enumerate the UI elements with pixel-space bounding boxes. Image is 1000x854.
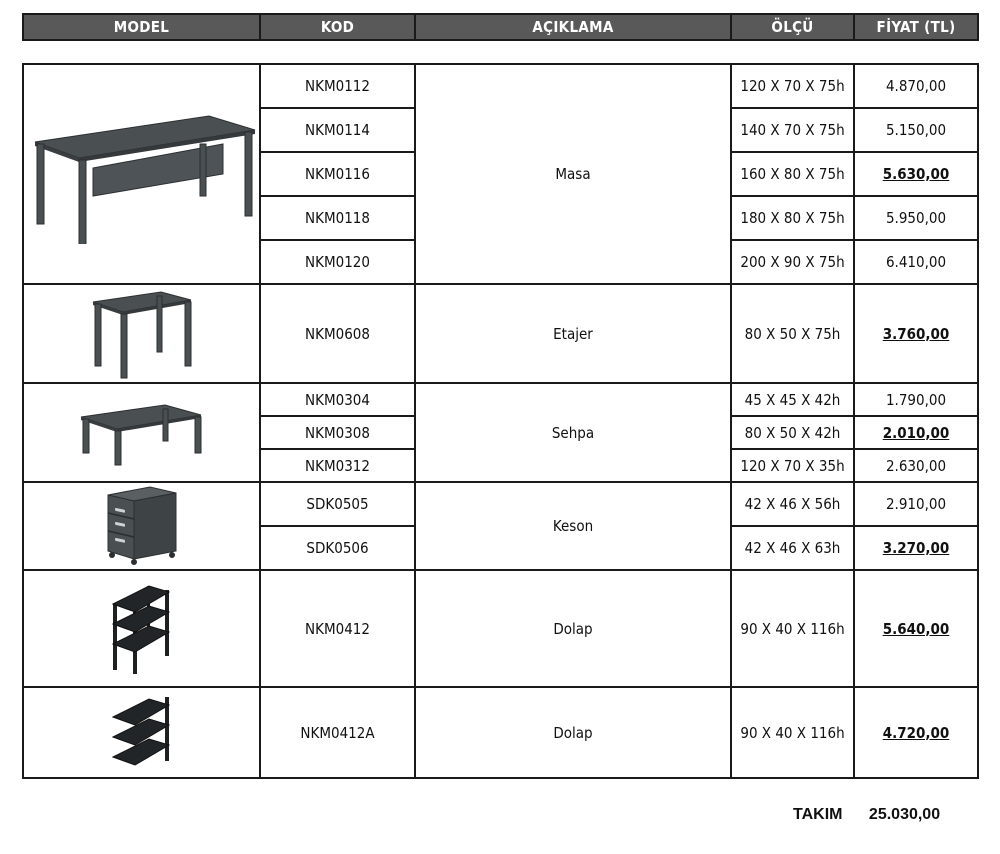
price-cell: 5.150,00 xyxy=(854,108,978,152)
price-cell: 4.870,00 xyxy=(854,64,978,108)
olcu-cell: 42 X 46 X 56h xyxy=(731,482,854,526)
table-row xyxy=(23,284,978,383)
olcu-cell: 90 X 40 X 116h xyxy=(731,687,854,778)
price-cell-highlight: 5.630,00 xyxy=(854,152,978,196)
olcu-cell: 42 X 46 X 63h xyxy=(731,526,854,570)
kod-cell: SDK0505 xyxy=(260,482,415,526)
header-table xyxy=(22,13,979,41)
desk-icon xyxy=(27,104,257,244)
table-row xyxy=(23,64,978,108)
shelf-unit-icon xyxy=(107,584,177,674)
model-cell-etajer xyxy=(23,284,260,383)
total-value: 25.030,00 xyxy=(868,806,941,823)
kod-cell: NKM0116 xyxy=(260,152,415,196)
total-line xyxy=(793,806,940,824)
description-cell: Sehpa xyxy=(415,383,731,482)
olcu-cell: 180 X 80 X 75h xyxy=(731,196,854,240)
description-cell: Masa xyxy=(415,64,731,284)
price-cell: 2.630,00 xyxy=(854,449,978,482)
wall-shelf-icon xyxy=(107,693,177,773)
kod-cell: NKM0312 xyxy=(260,449,415,482)
header-model: MODEL xyxy=(23,14,260,40)
price-cell: 6.410,00 xyxy=(854,240,978,284)
table-row xyxy=(23,687,978,778)
price-cell-highlight: 5.640,00 xyxy=(854,570,978,687)
description-cell: Dolap xyxy=(415,570,731,687)
kod-cell: NKM0412A xyxy=(260,687,415,778)
table-row xyxy=(23,570,978,687)
price-cell-highlight: 4.720,00 xyxy=(854,687,978,778)
model-cell-masa xyxy=(23,64,260,284)
kod-cell: NKM0412 xyxy=(260,570,415,687)
olcu-cell: 80 X 50 X 75h xyxy=(731,284,854,383)
olcu-cell: 200 X 90 X 75h xyxy=(731,240,854,284)
olcu-cell: 90 X 40 X 116h xyxy=(731,570,854,687)
price-cell: 2.910,00 xyxy=(854,482,978,526)
olcu-cell: 120 X 70 X 35h xyxy=(731,449,854,482)
price-table xyxy=(22,63,979,779)
header-olcu: ÖLÇÜ xyxy=(731,14,854,40)
model-cell-keson xyxy=(23,482,260,570)
description-cell: Etajer xyxy=(415,284,731,383)
price-cell: 5.950,00 xyxy=(854,196,978,240)
coffee-table-icon xyxy=(77,397,207,469)
price-cell-highlight: 2.010,00 xyxy=(854,416,978,449)
price-cell-highlight: 3.760,00 xyxy=(854,284,978,383)
header-row xyxy=(23,14,978,40)
total-label: TAKIM xyxy=(793,806,843,823)
drawer-cabinet-icon xyxy=(102,485,182,567)
kod-cell: NKM0112 xyxy=(260,64,415,108)
kod-cell: NKM0308 xyxy=(260,416,415,449)
kod-cell: NKM0114 xyxy=(260,108,415,152)
description-cell: Dolap xyxy=(415,687,731,778)
header-aciklama: AÇIKLAMA xyxy=(415,14,731,40)
olcu-cell: 80 X 50 X 42h xyxy=(731,416,854,449)
model-cell-dolap xyxy=(23,570,260,687)
header-kod: KOD xyxy=(260,14,415,40)
kod-cell: NKM0120 xyxy=(260,240,415,284)
kod-cell: NKM0608 xyxy=(260,284,415,383)
kod-cell: NKM0118 xyxy=(260,196,415,240)
olcu-cell: 120 X 70 X 75h xyxy=(731,64,854,108)
side-table-icon xyxy=(87,288,197,380)
table-row xyxy=(23,383,978,416)
price-cell-highlight: 3.270,00 xyxy=(854,526,978,570)
model-cell-sehpa xyxy=(23,383,260,482)
description-cell: Keson xyxy=(415,482,731,570)
olcu-cell: 140 X 70 X 75h xyxy=(731,108,854,152)
table-row xyxy=(23,482,978,526)
header-fiyat: FİYAT (TL) xyxy=(854,14,978,40)
model-cell-dolap-wall xyxy=(23,687,260,778)
kod-cell: SDK0506 xyxy=(260,526,415,570)
price-cell: 1.790,00 xyxy=(854,383,978,416)
olcu-cell: 160 X 80 X 75h xyxy=(731,152,854,196)
kod-cell: NKM0304 xyxy=(260,383,415,416)
olcu-cell: 45 X 45 X 42h xyxy=(731,383,854,416)
